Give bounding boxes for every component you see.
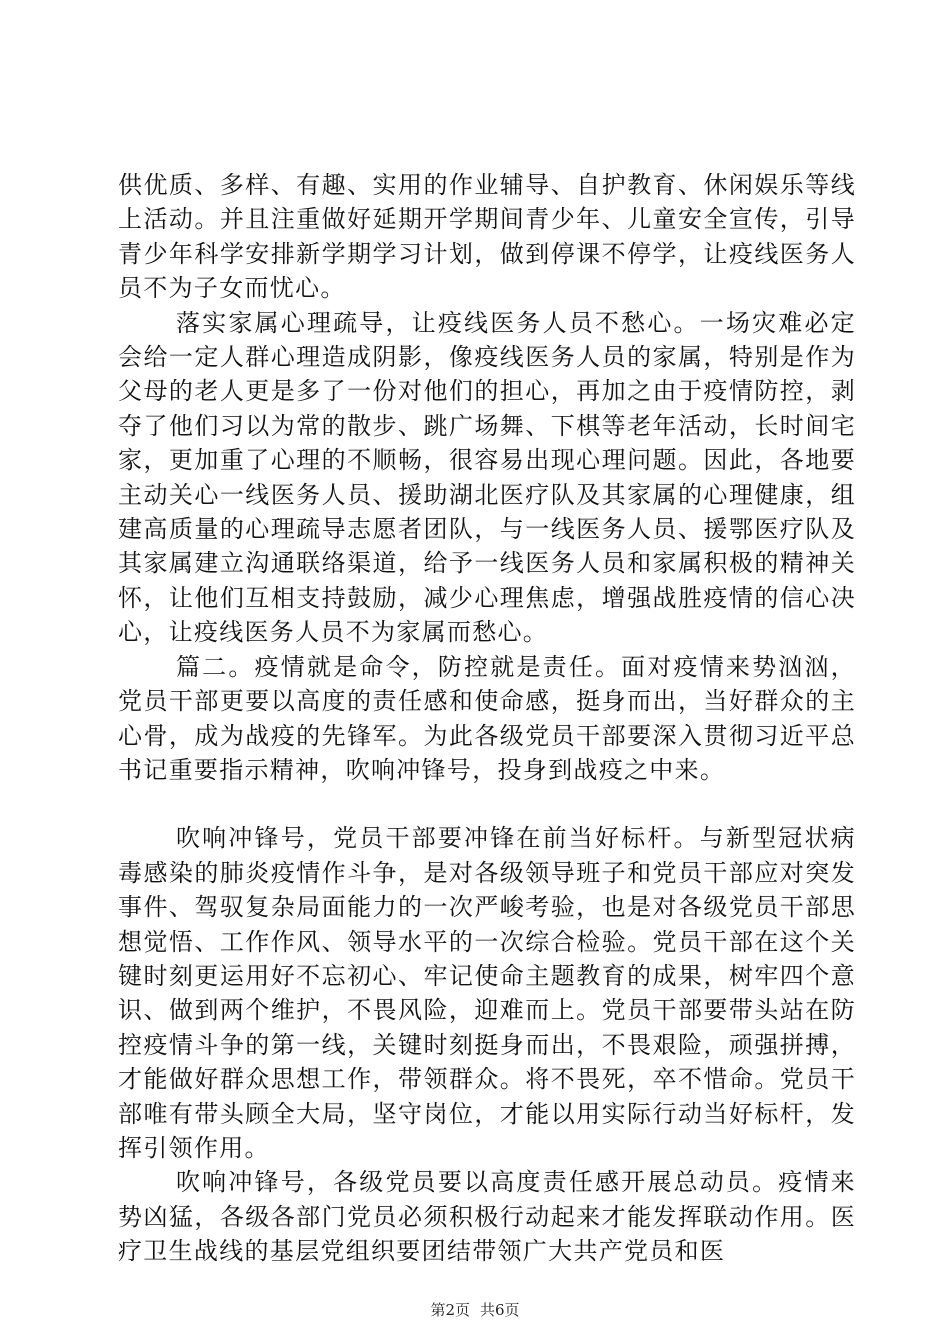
paragraph-continuation: 供优质、多样、有趣、实用的作业辅导、自护教育、休闲娱乐等线上活动。并且注重做好延期开学期间青少年、儿童安全宣传，引导青少年科学安排新学期学习计划，做到停课不停学，让疫线医务人员不为子女而忧心。 [118,171,856,303]
page-total: 共6页 [480,1301,520,1319]
paragraph-party-mobilization: 吹响冲锋号，各级党员要以高度责任感开展总动员。疫情来势凶猛，各级各部门党员必须积极行动起来才能发挥联动作用。医疗卫生战线的基层党组织要团结带领广大共产党员和医 [118,1168,856,1266]
page-number: 第2页 [430,1301,470,1319]
paragraph-part-two-intro: 篇二。疫情就是命令，防控就是责任。面对疫情来势汹汹，党员干部更要以高度的责任感和使命感，挺身而出，当好群众的主心骨，成为战疫的先锋军。为此各级党员干部要深入贯彻习近平总书记重要指示精神，吹响冲锋号，投身到战疫之中来。 [118,652,856,784]
paragraph-family-counseling: 落实家属心理疏导，让疫线医务人员不愁心。一场灾难必定会给一定人群心理造成阴影，像疫线医务人员的家属，特别是作为父母的老人更是多了一份对他们的担心，再加之由于疫情防控，剥夺了他们习以为常的散步、跳广场舞、下棋等老年活动，长时间宅家，更加重了心理的不顺畅，很容易出现心理问题。因此，各地要主动关心一线医务人员、援助湖北医疗队及其家属的心理健康，组建高质量的心理疏导志愿者团队，与一线医务人员、援鄂医疗队及其家属建立沟通联络渠道，给予一线医务人员和家属积极的精神关怀，让他们互相支持鼓励，减少心理焦虑，增强战胜疫情的信心决心，让疫线医务人员不为家属而愁心。 [118,308,856,647]
page-footer [0,1301,950,1319]
document-body [118,168,856,1269]
paragraph-cadres-benchmark: 吹响冲锋号，党员干部要冲锋在前当好标杆。与新型冠状病毒感染的肺炎疫情作斗争，是对各级领导班子和党员干部应对突发事件、驾驭复杂局面能力的一次严峻考验，也是对各级党员干部思想觉悟、工作作风、领导水平的一次综合检验。党员干部在这个关键时刻更运用好不忘初心、牢记使命主题教育的成果，树牢四个意识、做到两个维护，不畏风险，迎难而上。党员干部要带头站在防控疫情斗争的第一线，关键时刻挺身而出，不畏艰险，顽强拼搏，才能做好群众思想工作，带领群众。将不畏死，卒不惜命。党员干部唯有带头顾全大局，坚守岗位，才能以用实际行动当好标杆，发挥引领作用。 [118,824,856,1162]
